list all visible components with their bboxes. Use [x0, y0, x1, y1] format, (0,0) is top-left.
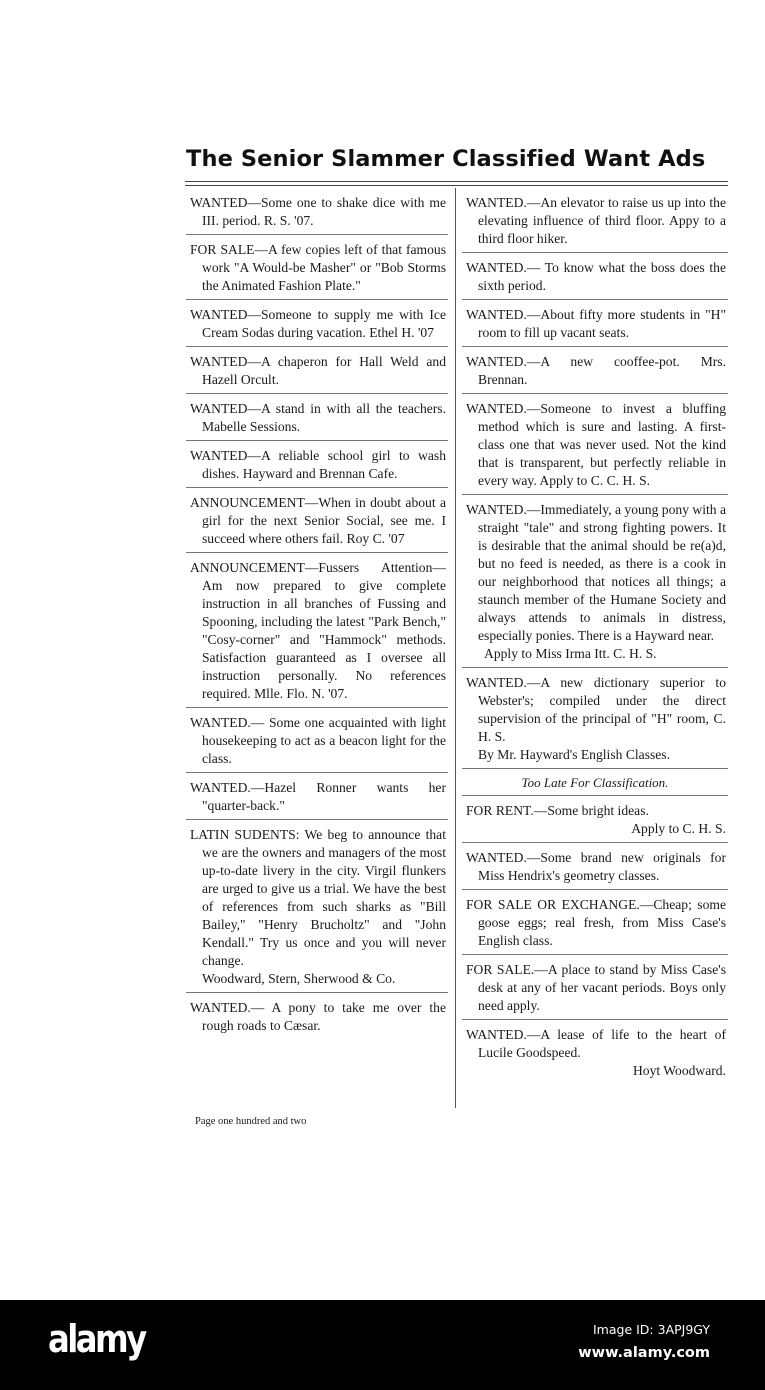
ad-item: [186, 492, 448, 553]
ad-item: [186, 192, 448, 235]
ad-text: FOR SALE.—A place to stand by Miss Case's desk at any of her vacant periods. Boys only need apply.: [466, 962, 726, 1013]
ad-item: [186, 239, 448, 300]
ad-text: FOR SALE OR EXCHANGE.—Cheap; some goose eggs; real fresh, from Miss Case's English class.: [466, 897, 726, 948]
ad-item: [462, 351, 728, 394]
ad-item: [186, 445, 448, 488]
ad-text: WANTED.—Some brand new originals for Miss Hendrix's geometry classes.: [466, 850, 726, 883]
ad-item: [186, 777, 448, 820]
ad-item: [186, 304, 448, 347]
ad-item: [462, 800, 728, 843]
column-divider: [455, 188, 456, 1108]
ad-text: WANTED—A chaperon for Hall Weld and Hazell Orcult.: [190, 354, 446, 387]
too-late-heading: Too Late For Classification.: [462, 773, 728, 796]
left-column: [186, 192, 448, 1043]
right-column: [462, 192, 728, 1088]
ad-text: FOR RENT.—Some bright ideas.: [466, 803, 649, 818]
ad-text: FOR SALE—A few copies left of that famous work "A Would-be Masher" or "Bob Storms the Animated Fashion Plate.": [190, 242, 446, 293]
title-double-rule: [185, 181, 728, 186]
ad-text: WANTED—A stand in with all the teachers. Mabelle Sessions.: [190, 401, 446, 434]
ad-item: [462, 672, 728, 769]
ad-item: [186, 398, 448, 441]
alamy-logo: alamy: [48, 1317, 145, 1361]
ad-signature: Hoyt Woodward.: [632, 1063, 726, 1078]
ad-item: [462, 959, 728, 1020]
page-number: Page one hundred and two: [195, 1116, 307, 1127]
ad-text: WANTED.—A new cooffee-pot. Mrs. Brennan.: [466, 354, 726, 387]
ad-item: [462, 894, 728, 955]
image-id: Image ID: 3APJ9GY: [593, 1322, 710, 1337]
ad-signature: Apply to Miss Irma Itt. C. H. S.: [484, 646, 657, 661]
ad-signature: Apply to C. H. S.: [631, 821, 726, 836]
ad-item: [462, 847, 728, 890]
ad-signature: By Mr. Hayward's English Classes.: [478, 747, 670, 762]
ad-item: [186, 351, 448, 394]
ad-text: WANTED.—Immediately, a young pony with a straight "tale" and strong fighting powers. It is desirable that the animal should be re(a)d, but no feed is needed, as there is a cook in our neighborhood that notices all things; a staunch member of the Humane Society and always attends to animals in distress, especially ponies. There is a Hayward near.: [466, 502, 726, 643]
ad-item: [462, 1024, 728, 1084]
ad-signature: Woodward, Stern, Sherwood & Co.: [202, 971, 396, 986]
ad-text: WANTED.— A pony to take me over the rough roads to Cæsar.: [190, 1000, 446, 1033]
ad-item: [462, 257, 728, 300]
ad-text: WANTED.— Some one acquainted with light housekeeping to act as a beacon light for the class.: [190, 715, 446, 766]
ad-text: WANTED—A reliable school girl to wash dishes. Hayward and Brennan Cafe.: [190, 448, 446, 481]
ad-item: [462, 304, 728, 347]
ad-text: WANTED—Some one to shake dice with me III. period. R. S. '07.: [190, 195, 446, 228]
ad-text: WANTED.—A new dictionary superior to Webster's; compiled under the direct supervision of the principal of "H" room, C. H. S.: [466, 675, 726, 744]
site-url: www.alamy.com: [578, 1345, 710, 1361]
ad-item: [462, 499, 728, 668]
ad-text: ANNOUNCEMENT—Fussers Attention—Am now prepared to give complete instruction in all branches of Fussing and Spooning, including the latest "Park Bench," "Cosy-corner" and "Hammock" methods. Satisfaction guaranteed as I oversee all instruction personally. No references required. Mlle. Flo. N. '07.: [190, 560, 446, 701]
ad-item: [462, 398, 728, 495]
ad-item: [186, 824, 448, 993]
ad-text: WANTED.—An elevator to raise us up into the elevating influence of third floor. Appy to a third floor hiker.: [466, 195, 726, 246]
ad-text: WANTED.—About fifty more students in "H" room to fill up vacant seats.: [466, 307, 726, 340]
page-title: The Senior Slammer Classified Want Ads: [186, 146, 706, 172]
ad-text: ANNOUNCEMENT—When in doubt about a girl for the next Senior Social, see me. I succeed where others fail. Roy C. '07: [190, 495, 446, 546]
ad-item: [186, 712, 448, 773]
ad-item: [462, 192, 728, 253]
ad-text: WANTED—Someone to supply me with Ice Cream Sodas during vacation. Ethel H. '07: [190, 307, 446, 340]
ad-item: [186, 557, 448, 708]
ad-text: WANTED.—Hazel Ronner wants her "quarter-back.": [190, 780, 446, 813]
ad-item: [186, 997, 448, 1039]
ad-text: WANTED.—A lease of life to the heart of Lucile Goodspeed.: [466, 1027, 726, 1060]
watermark-footer: [0, 1300, 765, 1390]
ad-text: LATIN SUDENTS: We beg to announce that we are the owners and managers of the most up-to-date livery in the city. Virgil flunkers are urged to give us a trial. We have the best of references from such sharks as "Bill Bailey," "Henry Brucholtz" and "John Kendall." Try us once and you will never change.: [190, 827, 446, 968]
ad-text: WANTED.— To know what the boss does the sixth period.: [466, 260, 726, 293]
ad-text: WANTED.—Someone to invest a bluffing method which is sure and lasting. A first-class one that was never used. Not the kind that is transparent, but perfectly reliable in every way. Apply to C. C. H. S.: [466, 401, 726, 488]
